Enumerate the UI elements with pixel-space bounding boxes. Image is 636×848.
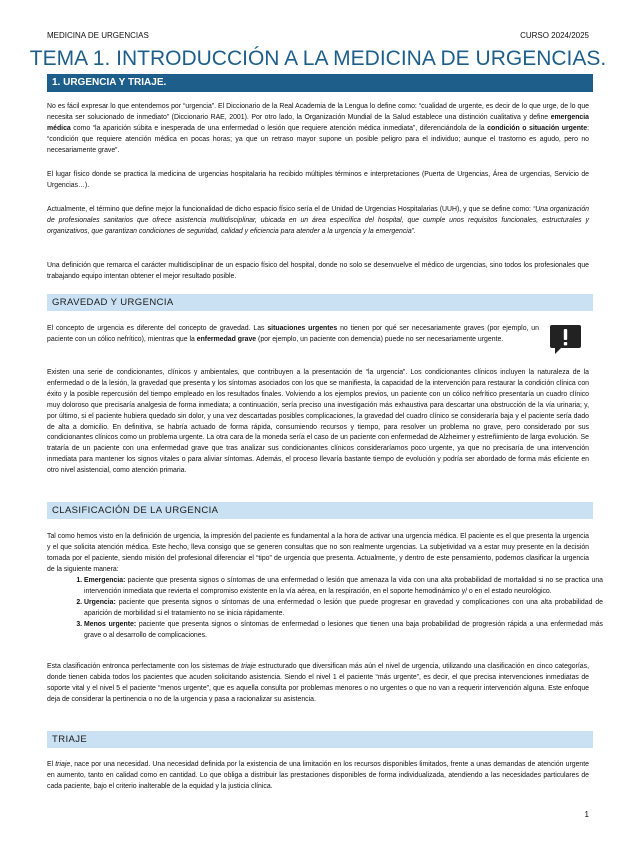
list-item-term: Urgencia:: [84, 598, 116, 606]
text-span: estructurado que diversifican más aún el nivel de urgencia, utilizando una clasificación en cinco categorías, donde tienen cabida todos los pacientes que acuden solicitando asistencia. Siendo el nivel 1 el paciente “más urgente”, es decir, el que precisa intervenciones inmediatas de soporte vital y el nivel 5 el paciente “menos urgente”, que es aquella consulta por problemas menores o no urgentes o que no van a requerir intervención alguna. Este enfoque deja de considerar la pertinencia o no de la urgencia y pasa a racionalizar su asistencia.: [47, 663, 589, 703]
paragraph-uuh-definicion: [47, 205, 589, 238]
text-span: (por ejemplo, un paciente con demencia) puede no ser necesariamente urgente.: [256, 335, 504, 343]
page-title: TEMA 1. INTRODUCCIÓN A LA MEDICINA DE URGENCIAS.: [29, 47, 607, 70]
bold-term-enfermedad-grave: enfermedad grave: [196, 335, 257, 343]
header-course-year: CURSO 2024/2025: [520, 31, 589, 40]
text-span: , nace por una necesidad. Una necesidad definida por la existencia de una limitación en los recursos disponibles limitados, frente a unas demandas de atención urgente en aumento, tanto en calidad como en cantidad. Lo que obliga a distribuir las prestaciones disponibles de forma individualizada, atendiendo a las necesidades particulares de cada paciente, bajo el criterio inalterable de la equidad y la justicia clínica.: [47, 761, 589, 790]
bold-term-situaciones-urgentes: situaciones urgentes: [267, 325, 338, 332]
text-span: Actualmente, el término que define mejor la funcionalidad de dicho espacio físico sería el de Unidad de Urgencias Hospitalarias (UUH), y que se define como:: [47, 206, 533, 213]
list-item-urgencia: [84, 598, 603, 620]
text-span: El: [47, 761, 56, 768]
list-item-term: Emergencia:: [84, 577, 126, 584]
italic-term-triaje: triaje: [241, 663, 257, 670]
bold-term-situacion-urgente: condición o situación urgente: [487, 124, 588, 132]
paragraph-definicion-urgencia: [47, 102, 589, 157]
text-span: El concepto de urgencia es diferente del concepto de gravedad. Las: [47, 325, 268, 332]
italic-term-triaje: triaje: [55, 761, 71, 768]
paragraph-lugar-fisico: El lugar físico donde se practica la medicina de urgencias hospitalaria ha recibido múltiples términos e interpretaciones (Puerta de Urgencias, Área de urgencias, Servicio de Urgencias…).: [47, 171, 589, 189]
list-item-text: paciente que presenta signos o síntomas de una enfermedad o lesión que puede progresar en gravedad y complicaciones con una alta probabilidad de aparición de morbilidad si el tratamiento no se inicia rápidamente.: [84, 598, 603, 617]
paragraph-multidisciplinar: Una definición que remarca el carácter multidisciplinar de un espacio físico del hospital, donde no solo se desenvuelve el médico de urgencias, sino todos los profesionales que trabajando equipo intentan obtener el mejor resultado posible.: [47, 262, 589, 280]
urgency-classification-list: [70, 576, 603, 641]
exclamation-speech-bubble-icon: [549, 323, 582, 356]
paragraph-condicionantes-clinicos: Existen una serie de condicionantes, clínicos y ambientales, que contribuyen a la presentación de “la urgencia”. Los condicionantes clínicos incluyen la naturaleza de la enfermedad o de la lesión, la gravedad que presenta y los síntomas asociados con los que se manifiesta, la capacidad de la intervención para restaurar la condición clínica con éxito y la posible repercusión del tiempo empleado en los resultados finales. Volviendo a los ejemplos previos, un paciente con un cólico nefrítico presentaría un cuadro clínico muy doloroso que precisaría analgesia de forma inmediata; a continuación, sería preciso una investigación más exhaustiva para descartar una obstrucción de la vía urinaria; y, por último, si el paciente hubiera quedado sin dolor, y una vez descartadas posibles complicaciones, la gravedad del cuadro clínico se consideraría baja y el paciente sería dado de alta a domicilio. En definitiva, se habría actuado de forma rápida, consumiendo recursos y tiempo, para resolver un problema no grave, pero considerado por sus condicionantes clínicos como un problema urgente. La otra cara de la moneda sería el caso de un paciente con enfermedad de Alzheimer y estreñimiento de larga evolución. Se trataría de un paciente con una enfermedad grave que tras analizar sus condicionantes clínicos consideraríamos poco urgente, ya que no precisaría de una intervención inmediata para mantener los signos vitales o para aliviar síntomas. Además, el proceso llevaría bastante tiempo de evolución y podría ser abordado de forma más eficiente en otro nivel asistencial, como atención primaria.: [47, 369, 589, 475]
section-heading-gravedad-urgencia: GRAVEDAD Y URGENCIA: [47, 294, 593, 311]
text-span: Esta clasificación entronca perfectamente con los sistemas de: [47, 663, 242, 670]
list-item-text: paciente que presenta signos o síntomas de enfermedad o lesiones que tienen una baja probabilidad de progresión rápida a una enfermedad más grave o al desarrollo de complicaciones.: [84, 620, 603, 639]
header-course-name: MEDICINA DE URGENCIAS: [47, 31, 149, 40]
text-span: : “condición que requiere atención médica en pocas horas; ya que un retraso mayor supone un posible peligro para el individuo; aunque el trastorno es agudo, pero no necesariamente grave”.: [47, 124, 589, 154]
list-item-text: paciente que presenta signos o síntomas de una enfermedad o lesión que amenaza la vida con una alta probabilidad de mortalidad si no se practica una intervención inmediata que revierta el compromiso existente en la vía aérea, en la respiración, en el soporte hemodinámico y/ o en el estado neurológico.: [84, 577, 603, 595]
list-item-emergencia: [84, 576, 603, 598]
list-item-menos-urgente: [84, 620, 603, 642]
section-heading-clasificacion-urgencia: CLASIFICACIÓN DE LA URGENCIA: [47, 502, 593, 519]
text-span: no tienen por qué ser necesariamente graves (por ejemplo, un paciente con un cólico nefrítico), mientras que la: [47, 325, 539, 343]
paragraph-sistemas-triaje: [47, 662, 589, 706]
text-span: como “la aparición súbita e inesperada de una enfermedad o lesión que requiere atención médica inmediata”, diferenciándola de la: [70, 124, 488, 132]
italic-quote: “Una organización de profesionales sanitarios que ofrece asistencia multidisciplinar, ubicada en un área específica del hospital, que cumple unos requisitos funcionales, estructurales y organizativos, que garantizan condiciones de seguridad, calidad y eficiencia para atender a la urgencia y la emergencia”.: [47, 206, 589, 235]
list-item-term: Menos urgente:: [84, 620, 137, 628]
page-number: 1: [584, 810, 589, 819]
paragraph-triaje-necesidad: [47, 760, 589, 793]
paragraph-impresion-paciente: Tal como hemos visto en la definición de urgencia, la impresión del paciente es fundamental a la hora de activar una urgencia médica. El paciente es el que presenta la urgencia y el que solicita atención médica. Este hecho, lleva consigo que se generen consultas que no son realmente urgencias. La subjetividad va a estar muy presente en la decisión tomada por el paciente, siendo misión del profesional diferenciar el “tipo” de urgencia que presenta. Actualmente, y dentro de este pensamiento, podemos clasificar la urgencia de la siguiente manera:: [47, 533, 589, 573]
running-header: [47, 31, 589, 40]
bold-term-emergencia-medica: emergencia médica: [47, 113, 589, 132]
section-heading-triaje: TRIAJE: [47, 731, 593, 748]
section-heading-urgencia-triaje: 1. URGENCIA Y TRIAJE.: [47, 74, 593, 92]
paragraph-urgencia-vs-gravedad: [47, 324, 539, 346]
text-span: No es fácil expresar lo que entendemos por “urgencia”. El Diccionario de la Real Academia de la Lengua lo define como: “cualidad de urgente, es decir de lo que urge, de lo que necesita ser solucionado de inmediato” (Diccionario RAE, 2001). Por otro lado, la Organización Mundial de la Salud establece una distinción cualitativa y define: [47, 103, 589, 121]
